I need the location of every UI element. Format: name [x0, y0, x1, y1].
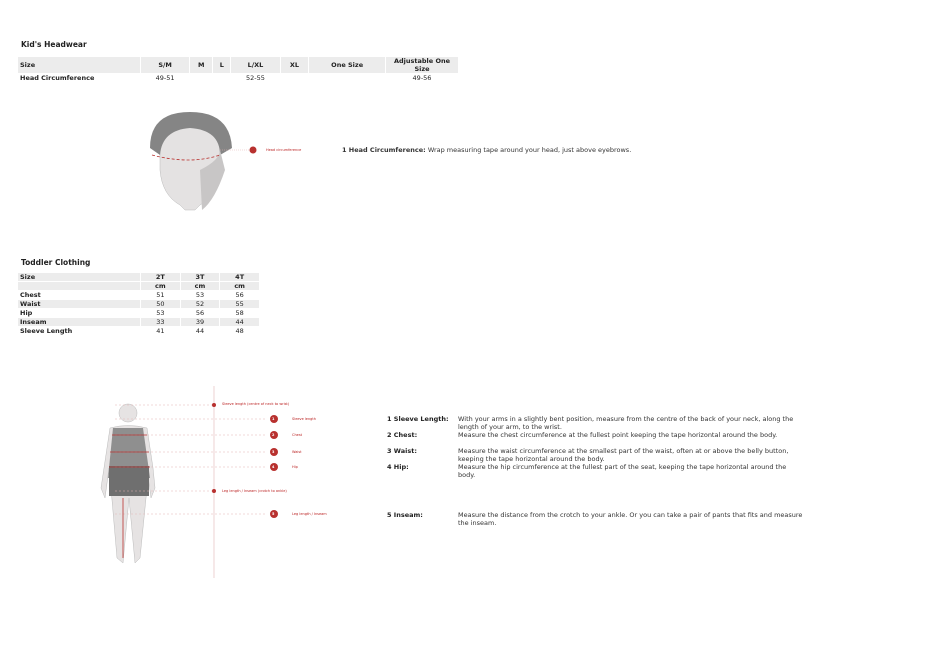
- unit-cell: [18, 282, 140, 290]
- marker-number: 4: [272, 465, 275, 469]
- cell: [190, 74, 212, 82]
- desc-label: 4 Hip:: [387, 463, 409, 471]
- header-cell: L: [213, 57, 230, 73]
- head-illustration: [140, 110, 240, 215]
- row-label: Sleeve Length: [20, 327, 73, 335]
- table-row: [18, 309, 259, 317]
- leg-length-label: Leg length / Inseam (crotch to ankle): [222, 489, 287, 493]
- head-marker: [220, 145, 265, 155]
- headwear-title: Kid's Headwear: [21, 40, 87, 49]
- cell: 41: [156, 327, 165, 335]
- header-cell: Size: [18, 273, 140, 281]
- desc-text: Measure the hip circumference at the fullest part of the seat, keeping the tape horizontal around the body.: [458, 463, 787, 479]
- desc-label: 1 Sleeve Length:: [387, 415, 449, 423]
- cell: 49-56: [412, 74, 432, 82]
- marker-number: 2: [272, 433, 275, 437]
- header-cell: 2T: [141, 273, 180, 281]
- header-cell: L/XL: [231, 57, 279, 73]
- head-description: [342, 146, 631, 154]
- toddler-table: [17, 272, 260, 336]
- row-label: Chest: [20, 291, 41, 299]
- unit-cell: cm: [181, 282, 220, 290]
- head-diagram-label: Head circumference: [266, 148, 302, 152]
- cell: 33: [141, 318, 180, 326]
- body-illustration: [95, 368, 345, 593]
- cell: 56: [235, 291, 244, 299]
- desc-label: 3 Waist:: [387, 447, 417, 455]
- header-cell: M: [190, 57, 212, 73]
- desc-label: 2 Chest:: [387, 431, 418, 439]
- row-label: Head Circumference: [20, 74, 95, 82]
- cell: 50: [141, 300, 180, 308]
- cell: 52-55: [246, 74, 265, 82]
- marker-number: 3: [272, 450, 275, 454]
- marker-label: Chest: [292, 433, 303, 437]
- sleeve-length-label: Sleeve length (centre of neck to wrist): [222, 402, 290, 406]
- cell: [213, 74, 230, 82]
- header-cell: S/M: [141, 57, 189, 73]
- cell: 44: [220, 318, 259, 326]
- unit-cell: cm: [141, 282, 180, 290]
- cell: [309, 74, 385, 82]
- header-cell: XL: [281, 57, 309, 73]
- table-row: [18, 318, 259, 326]
- unit-cell: cm: [220, 282, 259, 290]
- row-label: Waist: [18, 300, 140, 308]
- row-label: Hip: [20, 309, 33, 317]
- desc-text: Measure the distance from the crotch to your ankle. Or you can take a pair of pants that fits and measure the inseam.: [458, 511, 803, 527]
- header-cell: 4T: [220, 273, 259, 281]
- cell: 49-51: [155, 74, 175, 82]
- marker-label: Waist: [292, 450, 302, 454]
- desc-text: Measure the waist circumference at the smallest part of the waist, often at or above the belly button, keeping the tape horizontal around the body.: [458, 447, 789, 463]
- table-row: [18, 300, 259, 308]
- marker-number: 1: [272, 417, 275, 421]
- table-row: [18, 291, 259, 299]
- headwear-table: [17, 56, 459, 83]
- marker-label: Sleeve length: [292, 417, 316, 421]
- cell: 56: [195, 309, 205, 317]
- desc-text: With your arms in a slightly bent position, measure from the centre of the back of your neck, along the length of your arm, to the wrist.: [458, 415, 794, 431]
- desc-text: Wrap measuring tape around your head, just above eyebrows.: [427, 146, 632, 154]
- header-cell: Size: [18, 57, 140, 73]
- desc-text: Measure the chest circumference at the fullest point keeping the tape horizontal around the body.: [458, 431, 778, 439]
- table-row: [18, 327, 259, 335]
- row-label: Inseam: [18, 318, 140, 326]
- cell: 58: [235, 309, 244, 317]
- cell: 53: [156, 309, 165, 317]
- toddler-title: Toddler Clothing: [21, 258, 91, 267]
- marker-label: Leg length / Inseam: [292, 512, 327, 516]
- cell: 53: [195, 291, 205, 299]
- cell: 44: [195, 327, 205, 335]
- desc-label: 5 Inseam:: [387, 511, 423, 519]
- cell: 52: [181, 300, 220, 308]
- cell: 55: [220, 300, 259, 308]
- cell: 51: [156, 291, 165, 299]
- header-cell: 3T: [181, 273, 220, 281]
- cell: 48: [235, 327, 244, 335]
- marker-label: Hip: [292, 465, 298, 469]
- desc-label: 1 Head Circumference:: [342, 146, 426, 154]
- header-cell: Adjustable One Size: [386, 57, 458, 73]
- cell: 39: [181, 318, 220, 326]
- marker-number: 5: [272, 512, 275, 516]
- cell: [281, 74, 309, 82]
- header-cell: One Size: [309, 57, 385, 73]
